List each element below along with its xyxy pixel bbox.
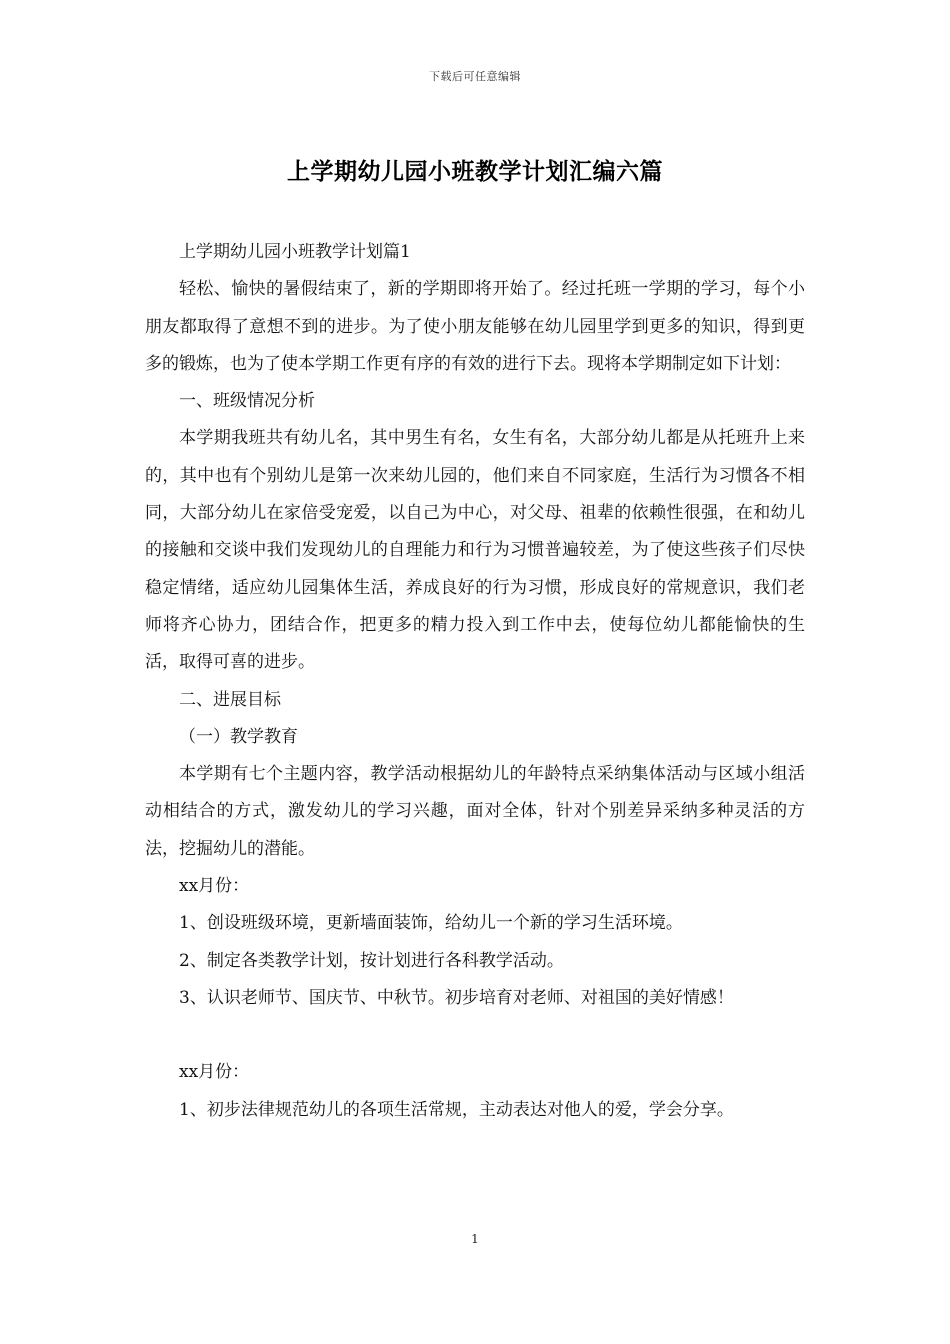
paragraph: 轻松、愉快的暑假结束了，新的学期即将开始了。经过托班一学期的学习，每个小朋友都取得了意想不到的进步。为了使小朋友能够在幼儿园里学到更多的知识，得到更多的锻炼，也为了使本学期工作更有序的有效的进行下去。现将本学期制定如下计划： bbox=[145, 279, 805, 374]
month-heading: xx月份： bbox=[179, 876, 250, 897]
list-item: 1、初步法律规范幼儿的各项生活常规，主动表达对他人的爱，学会分享。 bbox=[179, 1099, 734, 1120]
list-item: 2、制定各类教学计划，按计划进行各科教学活动。 bbox=[179, 950, 564, 971]
list-item: 3、认识老师节、国庆节、中秋节。初步培育对老师、对祖国的美好情感！ bbox=[179, 987, 734, 1008]
section-heading: 上学期幼儿园小班教学计划篇1 bbox=[179, 242, 411, 262]
section-heading: 二、进展目标 bbox=[179, 689, 281, 710]
list-item: 1、创设班级环境，更新墙面装饰，给幼儿一个新的学习生活环境。 bbox=[179, 913, 683, 934]
header-note: 下载后可任意编辑 bbox=[429, 70, 521, 83]
paragraph: 本学期我班共有幼儿名，其中男生有名，女生有名，大部分幼儿都是从托班升上来的，其中也有个别幼儿是第一次来幼儿园的，他们来自不同家庭，生活行为习惯各不相同，大部分幼儿在家倍受宠爱，以自己为中心，对父母、祖辈的依赖性很强，在和幼儿的接触和交谈中我们发现幼儿的自理能力和行为习惯普遍较差，为了使这些孩子们尽快稳定情绪，适应幼儿园集体生活，养成良好的行为习惯，形成良好的常规意识，我们老师将齐心协力，团结合作，把更多的精力投入到工作中去，使每位幼儿都能愉快的生活，取得可喜的进步。 bbox=[145, 428, 805, 673]
subsection-heading: （一）教学教育 bbox=[179, 726, 298, 747]
section-heading: 一、班级情况分析 bbox=[179, 391, 315, 412]
page-number: 1 bbox=[471, 1232, 479, 1246]
document-body bbox=[145, 234, 805, 1129]
paragraph: 本学期有七个主题内容，教学活动根据幼儿的年龄特点采纳集体活动与区域小组活动相结合的方式，激发幼儿的学习兴趣，面对全体，针对个别差异采纳多种灵活的方法，挖掘幼儿的潜能。 bbox=[145, 764, 805, 859]
month-heading: xx月份： bbox=[179, 1062, 250, 1083]
document-title: 上学期幼儿园小班教学计划汇编六篇 bbox=[287, 158, 663, 185]
